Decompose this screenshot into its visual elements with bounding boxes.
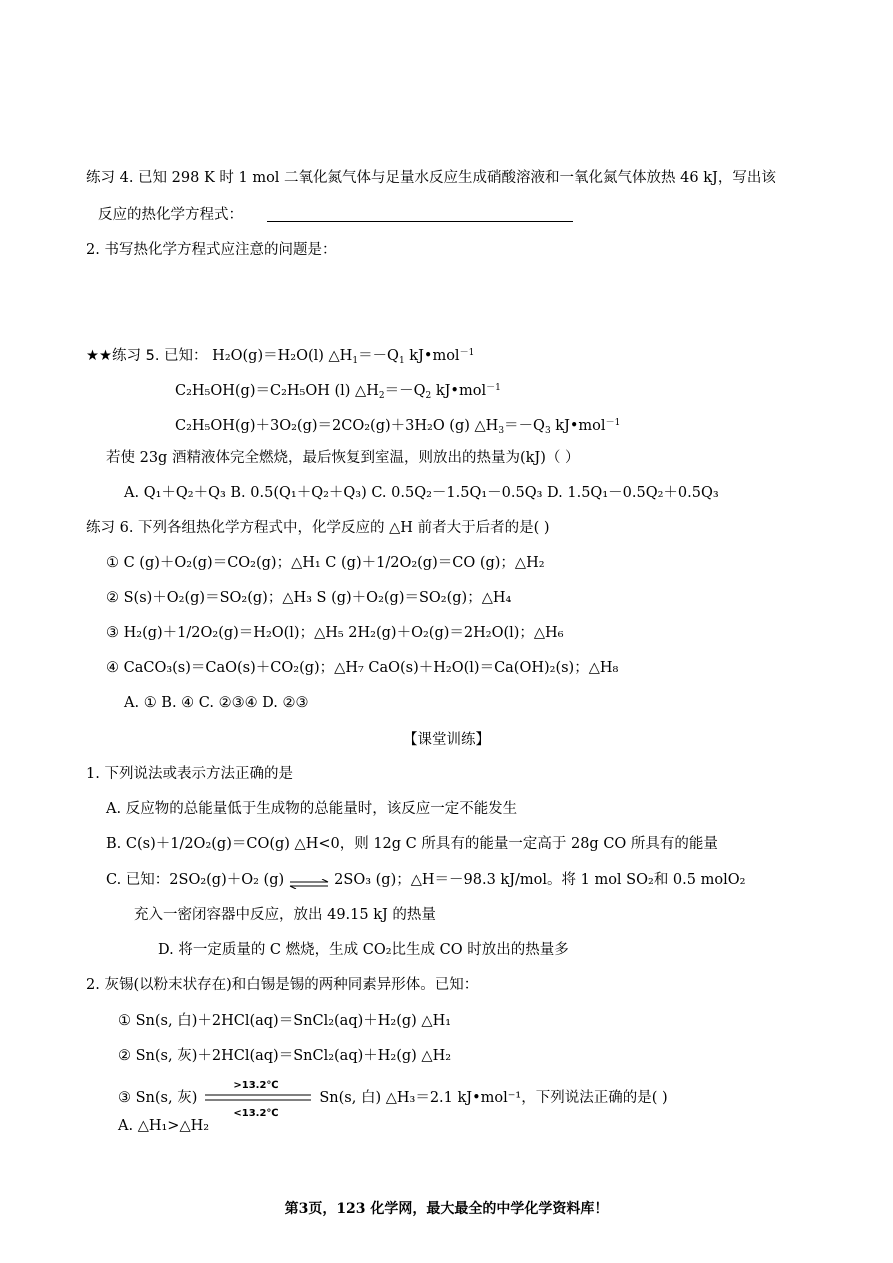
q1-option-c-cont: 充入一密闭容器中反应，放出 49.15 kJ 的热量: [134, 907, 436, 923]
equilibrium-arrow-icon: [288, 875, 330, 885]
ex5-eq1-val: ＝－Q: [358, 348, 399, 364]
ex4-line2: [98, 205, 573, 225]
q2-title: 2. 灰锡(以粉末状存在)和白锡是锡的两种同素异形体。已知：: [86, 977, 479, 993]
ex5-eq2-val: ＝－Q: [384, 383, 426, 399]
q2-reaction-3-right: Sn(s, 白) △H₃＝2.1 kJ•mol⁻¹，下列说法正确的是( ): [319, 1090, 668, 1106]
q2-reaction-2: ② Sn(s, 灰)＋2HCl(aq)＝SnCl₂(aq)＋H₂(g) △H₂: [118, 1048, 452, 1064]
answer-blank[interactable]: [267, 207, 573, 222]
ex6-pair-3: ③ H₂(g)＋1/2O₂(g)＝H₂O(l)；△H₅ 2H₂(g)＋O₂(g)＝2H₂O(l)；△H₆: [106, 625, 564, 641]
ex6-pair-1: ① C (g)＋O₂(g)＝CO₂(g)；△H₁ C (g)＋1/2O₂(g)＝CO (g)；△H₂: [106, 555, 545, 571]
ex4-prompt: 反应的热化学方程式：: [98, 207, 243, 223]
ex5-eq3: C₂H₅OH(g)＋3O₂(g)＝2CO₂(g)＋3H₂O (g) $\triangle H_3=-Q_3$ kJ•mol$^{-1}$: [175, 418, 621, 436]
q1-option-b: B. C(s)＋1/2O₂(g)＝CO(g) △H<0，则 12g C 所具有的能量一定高于 28g CO 所具有的能量: [106, 836, 718, 852]
q2-reaction-3: [118, 1080, 668, 1119]
temperature-equilibrium-arrow: [203, 1080, 313, 1119]
item2-title: 2. 书写热化学方程式应注意的问题是：: [86, 242, 337, 258]
ex5-eq3-text: C₂H₅OH(g)＋3O₂(g)＝2CO₂(g)＋3H₂O (g) △H: [175, 418, 499, 434]
q1-option-c-reactants: C. 已知：2SO₂(g)＋O₂ (g): [106, 872, 285, 888]
ex5-eq1: ★★练习 5. 已知： H₂O(g)＝H₂O(l) $\triangle H_1=-Q_1$ kJ•mol$^{-1}$: [86, 348, 475, 366]
ex5-eq3-val: ＝－Q: [504, 418, 545, 434]
ex5-eq2-unit: kJ•mol: [431, 383, 487, 399]
ex5-eq1-text: H₂O(g)＝H₂O(l) △H: [212, 348, 353, 364]
ex5-eq2: C₂H₅OH(g)＝C₂H₅OH (l) $\triangle H_2=-Q_2$ kJ•mol$^{-1}$: [175, 383, 501, 401]
q1-option-a: A. 反应物的总能量低于生成物的总能量时，该反应一定不能发生: [106, 801, 518, 817]
q1-title: 1. 下列说法或表示方法正确的是: [86, 766, 293, 782]
q1-option-d: D. 将一定质量的 C 燃烧，生成 CO₂比生成 CO 时放出的热量多: [158, 942, 569, 958]
section-title: 【课堂训练】: [403, 732, 490, 748]
ex6-title: 练习 6. 下列各组热化学方程式中，化学反应的 △H 前者大于后者的是( ): [86, 520, 550, 536]
page-footer: 第3页，123 化学网，最大最全的中学化学资料库！: [284, 1201, 609, 1217]
q2-option-a: A. △H₁>△H₂: [118, 1118, 210, 1134]
arrow-top-label: >13.2℃: [233, 1080, 279, 1091]
ex5-options: A. Q₁＋Q₂＋Q₃ B. 0.5(Q₁＋Q₂＋Q₃) C. 0.5Q₂－1.5Q₁－0.5Q₃ D. 1.5Q₁－0.5Q₂＋0.5Q₃: [124, 485, 719, 501]
ex5-eq3-unit: kJ•mol: [550, 418, 606, 434]
arrow-bottom-label: <13.2℃: [233, 1108, 279, 1119]
q2-reaction-3-left: ③ Sn(s, 灰): [118, 1090, 198, 1106]
q1-option-c: [106, 870, 745, 890]
ex5-eq1-unit: kJ•mol: [404, 348, 460, 364]
ex4-line1: 练习 4. 已知 298 K 时 1 mol 二氧化氮气体与足量水反应生成硝酸溶液和一氧化氮气体放热 46 kJ，写出该: [86, 170, 776, 186]
ex6-pair-2: ② S(s)＋O₂(g)＝SO₂(g)；△H₃ S (g)＋O₂(g)＝SO₂(g)；△H₄: [106, 590, 512, 606]
q1-option-c-products: 2SO₃ (g)；△H＝－98.3 kJ/mol。将 1 mol SO₂和 0.5 molO₂: [334, 872, 746, 888]
ex6-pair-4: ④ CaCO₃(s)＝CaO(s)＋CO₂(g)；△H₇ CaO(s)＋H₂O(l)＝Ca(OH)₂(s)；△H₈: [106, 660, 619, 676]
ex5-eq2-text: C₂H₅OH(g)＝C₂H₅OH (l) △H: [175, 383, 379, 399]
q2-reaction-1: ① Sn(s, 白)＋2HCl(aq)＝SnCl₂(aq)＋H₂(g) △H₁: [118, 1013, 452, 1029]
ex5-question: 若使 23g 酒精液体完全燃烧，最后恢复到室温，则放出的热量为(kJ)（ ）: [106, 450, 580, 466]
ex6-options: A. ① B. ④ C. ②③④ D. ②③: [124, 695, 309, 711]
ex5-label: ★★练习 5. 已知：: [86, 348, 208, 364]
